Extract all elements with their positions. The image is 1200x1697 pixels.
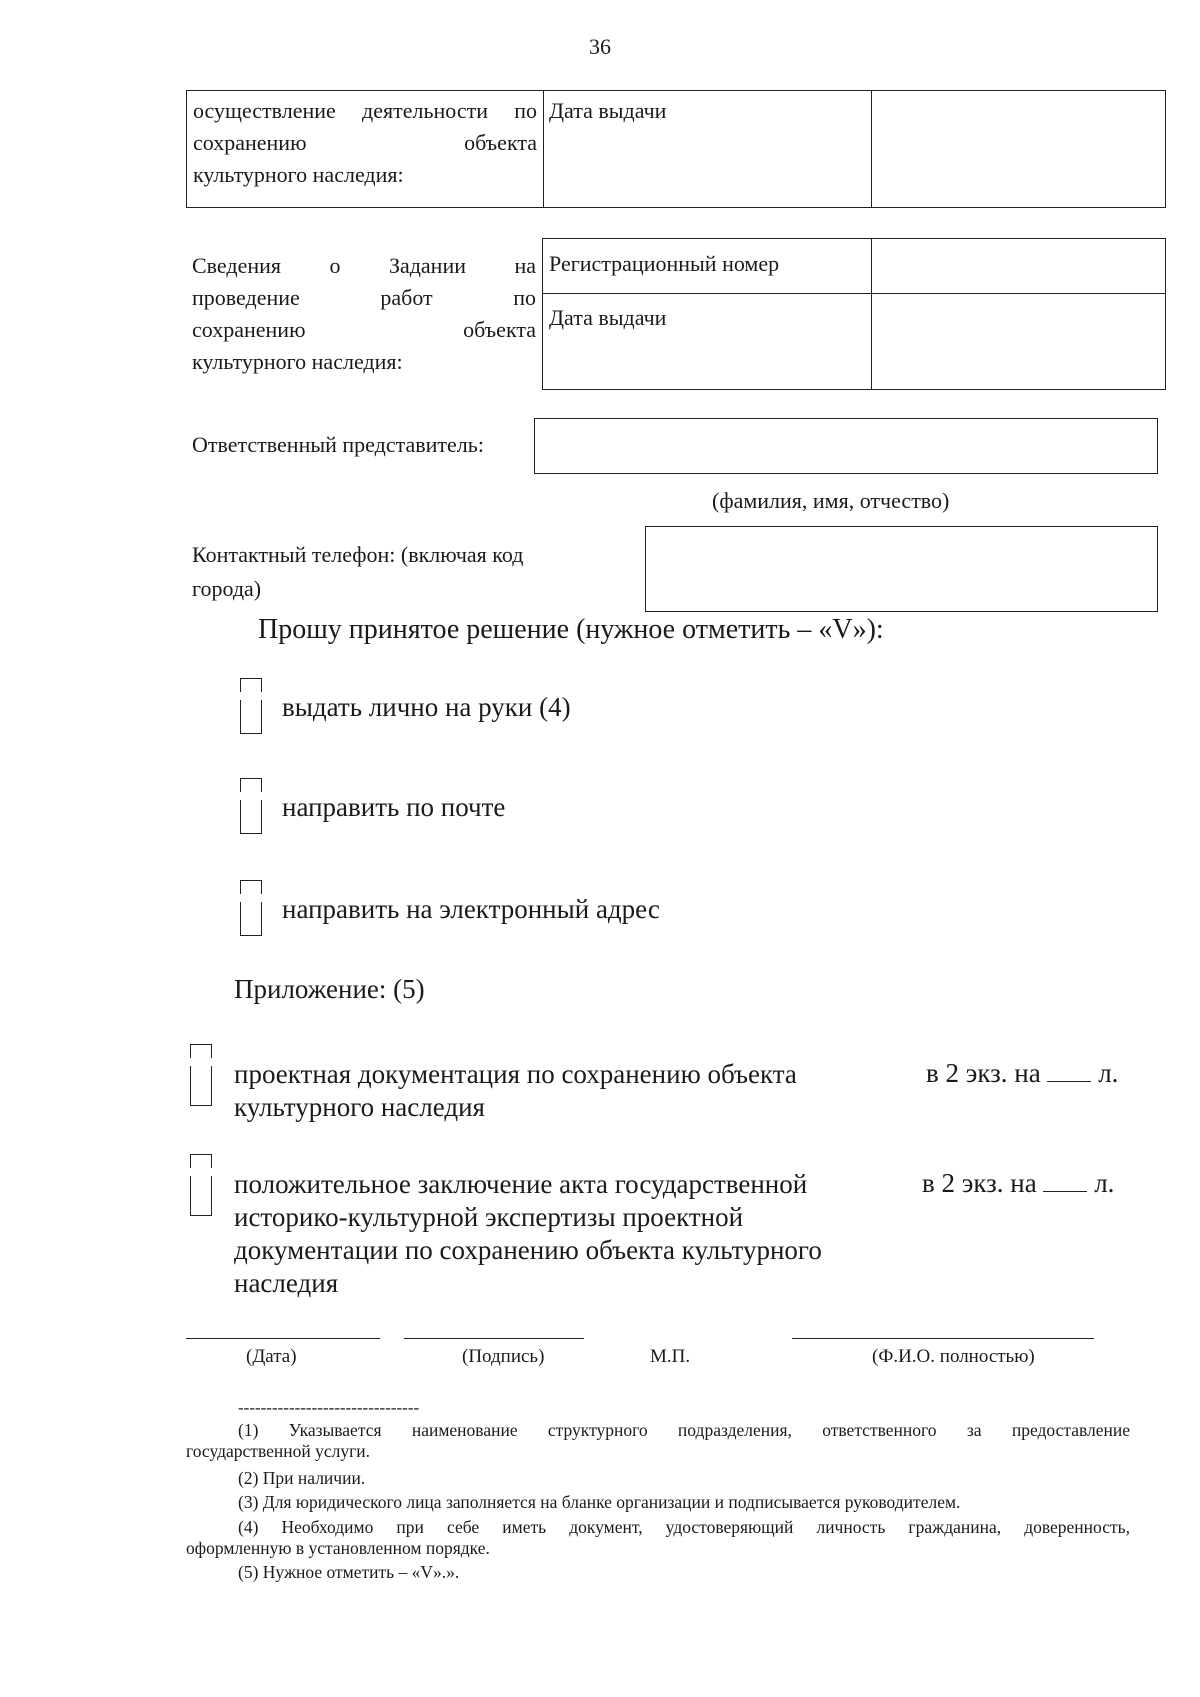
attachment-line: положительное заключение акта государственной [234,1169,808,1199]
activity-date-value-cell[interactable] [871,91,1165,207]
attachment-line: историко-культурной экспертизы проектной [234,1202,744,1232]
option-label-hand: выдать лично на руки (4) [282,692,571,722]
appendix-title: Приложение: (5) [234,974,425,1004]
attachment-project-text [234,1058,874,1124]
qty-suffix: л. [1098,1058,1119,1088]
attachment-line: наследия [234,1268,339,1298]
activity-date-label: Дата выдачи [549,98,667,123]
task-info-table [542,238,1166,390]
activity-label-cell [187,91,544,207]
activity-label-line: осуществление деятельности по [193,98,537,123]
footnote-5: (5) Нужное отметить – «V».». [238,1562,460,1582]
phone-field[interactable] [645,526,1158,612]
footnote-3: (3) Для юридического лица заполняется на бланке организации и подписывается руководителем. [238,1492,961,1512]
attachment-expertise-qty [922,1168,1114,1199]
attachment-expertise-text [234,1168,874,1300]
task-info-label-line: сохранению объекта [192,317,536,342]
option-label-email: направить на электронный адрес [282,894,660,924]
phone-label [192,538,592,606]
responsible-caption: (фамилия, имя, отчество) [712,488,950,513]
footnote-1 [186,1420,1130,1441]
activity-table [186,90,1166,208]
activity-label-line: культурного наследия: [193,162,404,187]
attachment-line: культурного наследия [234,1092,485,1122]
attachment-checkbox-expertise[interactable] [190,1154,212,1220]
footnote-1-line: (1) Указывается наименование структурного подразделения, ответственного за предоставление [238,1420,1130,1440]
signature-line[interactable] [404,1338,584,1339]
full-name-line[interactable] [792,1338,1094,1339]
task-info-label-line: культурного наследия: [192,349,403,374]
qty-prefix: в 2 экз. на [926,1058,1041,1088]
activity-date-label-cell [543,91,872,207]
phone-value [646,527,1157,551]
signature-caption: (Подпись) [462,1346,545,1367]
page-number: 36 [589,34,611,59]
attachment-project-qty [926,1058,1118,1089]
responsible-label: Ответственный представитель: [192,432,484,457]
phone-label-line: города) [192,576,262,601]
full-name-caption: (Ф.И.О. полностью) [872,1346,1035,1367]
activity-date-value [871,91,1165,101]
attachment-line: проектная документация по сохранению объекта [234,1059,797,1089]
task-date-label: Дата выдачи [549,305,667,330]
footnote-4-line: (4) Необходимо при себе иметь документ, удостоверяющий личность гражданина, доверенность, [238,1517,1130,1537]
date-caption: (Дата) [246,1346,297,1367]
request-text: Прошу принятое решение (нужное отметить – «V»): [258,614,884,645]
footnote-separator: -------------------------------- [238,1398,420,1417]
option-checkbox-hand[interactable] [240,678,262,734]
task-info-label-line: проведение работ по [192,285,536,310]
responsible-value [535,419,1157,443]
footnote-4-cont: оформленную в установленном порядке. [186,1538,490,1558]
option-checkbox-email[interactable] [240,880,262,936]
footnote-1-cont: государственной услуги. [186,1441,371,1461]
sheet-count-blank[interactable] [1043,1169,1087,1192]
phone-label-line: Контактный телефон: (включая код [192,542,524,567]
date-line[interactable] [186,1338,380,1339]
attachment-checkbox-project[interactable] [190,1044,212,1110]
sheet-count-blank[interactable] [1047,1059,1091,1082]
option-label-post: направить по почте [282,792,506,822]
task-info-label-line: Сведения о Задании на [192,253,536,278]
option-checkbox-post[interactable] [240,778,262,834]
reg-number-label: Регистрационный номер [549,251,780,276]
stamp-caption: М.П. [650,1346,691,1367]
qty-suffix: л. [1094,1168,1115,1198]
footnote-2: (2) При наличии. [238,1468,366,1488]
qty-prefix: в 2 экз. на [922,1168,1037,1198]
task-info-label [186,250,542,378]
attachment-line: документации по сохранению объекта культурного [234,1235,822,1265]
responsible-field[interactable] [534,418,1158,474]
activity-label-line: сохранению объекта [193,130,537,155]
footnote-4 [186,1517,1130,1538]
